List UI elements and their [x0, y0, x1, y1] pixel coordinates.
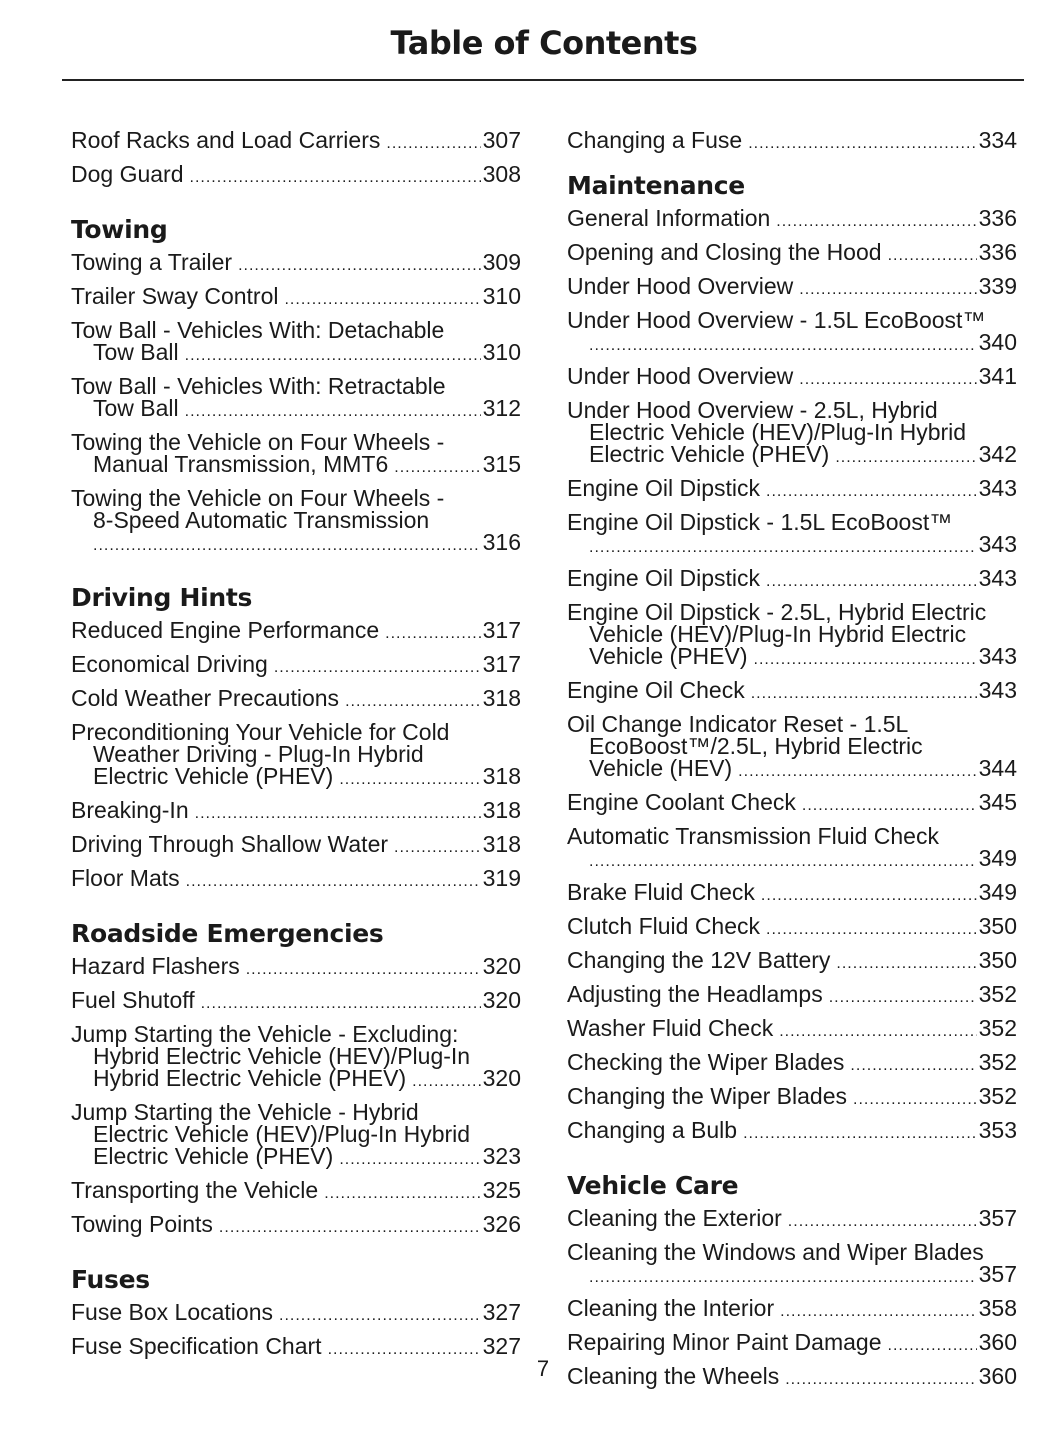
toc-entry-title: General Information	[567, 205, 771, 231]
toc-entry-title: Under Hood Overview	[567, 273, 794, 299]
toc-entry-title: Electric Vehicle (PHEV)	[93, 1143, 334, 1169]
toc-entry-title: Towing the Vehicle on Four Wheels -	[71, 485, 445, 511]
toc-entry-title: Engine Oil Dipstick	[567, 565, 761, 591]
dot-leader	[738, 761, 976, 783]
dot-leader	[776, 211, 976, 233]
toc-entry-title: Adjusting the Headlamps	[567, 981, 823, 1007]
toc-column-left	[71, 125, 521, 1365]
toc-entry-title: 8-Speed Automatic Transmission	[93, 507, 430, 533]
toc-page-number: 350	[978, 947, 1017, 973]
toc-entry-title: Fuel Shutoff	[71, 987, 195, 1013]
dot-leader	[185, 401, 481, 423]
toc-entry-title: Hybrid Electric Vehicle (PHEV)	[93, 1065, 407, 1091]
toc-page-number: 327	[482, 1333, 521, 1359]
toc-page-number: 360	[978, 1363, 1017, 1389]
dot-leader	[850, 1055, 976, 1077]
toc-page-number: 343	[978, 531, 1017, 557]
toc-entry-title: Changing a Fuse	[567, 127, 743, 153]
toc-page-number: 318	[482, 763, 521, 789]
dot-leader	[751, 683, 977, 705]
dot-leader	[279, 1305, 481, 1327]
dot-leader	[274, 657, 481, 679]
toc-page-number: 336	[978, 239, 1017, 265]
toc-page-number: 352	[978, 1015, 1017, 1041]
toc-page-number: 317	[482, 651, 521, 677]
toc-entry[interactable]	[71, 483, 521, 561]
dot-leader	[93, 535, 481, 557]
toc-page-number: 360	[978, 1329, 1017, 1355]
toc-entry[interactable]	[71, 951, 521, 985]
toc-entry[interactable]	[71, 1175, 521, 1209]
dot-leader	[754, 649, 977, 671]
toc-entry[interactable]	[71, 315, 521, 371]
toc-entry[interactable]	[71, 985, 521, 1019]
toc-entry[interactable]	[567, 203, 1017, 237]
dot-leader	[761, 885, 977, 907]
dot-leader	[766, 571, 977, 593]
toc-page-number: 318	[482, 797, 521, 823]
toc-entry-title: Tow Ball - Vehicles With: Retractable	[71, 373, 446, 399]
toc-entry[interactable]	[71, 281, 521, 315]
toc-entry-title: Under Hood Overview	[567, 363, 794, 389]
section-heading-maintenance: Maintenance	[567, 171, 745, 200]
section-heading-roadside-emergencies: Roadside Emergencies	[71, 919, 384, 948]
toc-entry[interactable]	[567, 1115, 1017, 1149]
page-number: 7	[536, 1356, 550, 1381]
dot-leader	[766, 919, 977, 941]
toc-entry-title: Clutch Fluid Check	[567, 913, 761, 939]
toc-page-number: 309	[482, 249, 521, 275]
toc-entry[interactable]	[567, 597, 1017, 675]
toc-entry-title: Cleaning the Exterior	[567, 1205, 782, 1231]
section-heading-fuses: Fuses	[71, 1265, 150, 1294]
toc-page-number: 317	[482, 617, 521, 643]
toc-entry[interactable]	[71, 427, 521, 483]
toc-page-number: 343	[978, 475, 1017, 501]
toc-entry-title: Under Hood Overview - 1.5L EcoBoost™	[567, 307, 986, 333]
dot-leader	[284, 289, 480, 311]
toc-entry[interactable]	[567, 979, 1017, 1013]
toc-page-number: 320	[482, 953, 521, 979]
toc-entry-title: Under Hood Overview - 2.5L, Hybrid	[567, 397, 938, 423]
toc-entry[interactable]	[567, 787, 1017, 821]
dot-leader	[394, 457, 480, 479]
toc-entry-title: Electric Vehicle (HEV)/Plug-In Hybrid	[589, 419, 967, 445]
toc-entry[interactable]	[567, 911, 1017, 945]
dot-leader	[412, 1071, 480, 1093]
dot-leader	[190, 167, 481, 189]
toc-page-number: 343	[978, 565, 1017, 591]
dot-leader	[799, 279, 976, 301]
toc-entry[interactable]	[567, 877, 1017, 911]
toc-entry[interactable]	[71, 717, 521, 795]
toc-entry-title: Opening and Closing the Hood	[567, 239, 882, 265]
toc-entry-title: Engine Oil Check	[567, 677, 745, 703]
page-title: Table of Contents	[390, 24, 698, 62]
toc-entry-title: Jump Starting the Vehicle - Hybrid	[71, 1099, 419, 1125]
toc-page-number: 341	[978, 363, 1017, 389]
toc-entry-title: Floor Mats	[71, 865, 180, 891]
dot-leader	[888, 245, 977, 267]
toc-entry-title: Electric Vehicle (HEV)/Plug-In Hybrid	[93, 1121, 471, 1147]
toc-page-number: 334	[978, 127, 1017, 153]
toc-page-number: 318	[482, 685, 521, 711]
toc-entry-title: Tow Ball	[93, 339, 179, 365]
dot-leader	[829, 987, 977, 1009]
toc-page-number: 320	[482, 1065, 521, 1091]
toc-page-number: 349	[978, 845, 1017, 871]
toc-entry-title: Vehicle (HEV)/Plug-In Hybrid Electric	[589, 621, 967, 647]
dot-leader	[779, 1021, 976, 1043]
toc-entry[interactable]	[567, 1293, 1017, 1327]
toc-entry-title: Engine Oil Dipstick - 1.5L EcoBoost™	[567, 509, 953, 535]
toc-entry-title: EcoBoost™/2.5L, Hybrid Electric	[589, 733, 923, 759]
toc-page-number: 343	[978, 643, 1017, 669]
toc-entry-title: Reduced Engine Performance	[71, 617, 380, 643]
toc-column-right	[567, 125, 1017, 1395]
toc-page-number: 316	[482, 529, 521, 555]
toc-entry-title: Cleaning the Interior	[567, 1295, 775, 1321]
dot-leader	[339, 1149, 480, 1171]
toc-entry-title: Repairing Minor Paint Damage	[567, 1329, 882, 1355]
toc-page-number: 340	[978, 329, 1017, 355]
toc-entry-title: Towing the Vehicle on Four Wheels -	[71, 429, 445, 455]
toc-entry[interactable]	[71, 795, 521, 829]
toc-entry[interactable]	[567, 395, 1017, 473]
dot-leader	[345, 691, 481, 713]
section-heading-vehicle-care: Vehicle Care	[567, 1171, 739, 1200]
toc-entry-title: Engine Coolant Check	[567, 789, 796, 815]
dot-leader	[743, 1123, 977, 1145]
toc-entry-title: Hazard Flashers	[71, 953, 240, 979]
toc-entry-title: Electric Vehicle (PHEV)	[589, 441, 830, 467]
dot-leader	[589, 851, 977, 873]
toc-entry-title: Cleaning the Windows and Wiper Blades	[567, 1239, 984, 1265]
toc-entry[interactable]	[71, 371, 521, 427]
toc-page-number: 327	[482, 1299, 521, 1325]
toc-entry-title: Economical Driving	[71, 651, 268, 677]
toc-entry-title: Vehicle (HEV)	[589, 755, 733, 781]
toc-entry-title: Tow Ball - Vehicles With: Detachable	[71, 317, 445, 343]
toc-entry[interactable]	[567, 1047, 1017, 1081]
toc-entry-title: Weather Driving - Plug-In Hybrid	[93, 741, 424, 767]
toc-page-number: 318	[482, 831, 521, 857]
toc-entry[interactable]	[71, 829, 521, 863]
toc-page-number: 342	[978, 441, 1017, 467]
toc-entry[interactable]	[567, 675, 1017, 709]
toc-entry[interactable]	[567, 945, 1017, 979]
toc-entry-title: Brake Fluid Check	[567, 879, 755, 905]
toc-page-number: 310	[482, 339, 521, 365]
toc-entry-title: Towing Points	[71, 1211, 213, 1237]
toc-page-number: 352	[978, 1083, 1017, 1109]
toc-page-number: 352	[978, 981, 1017, 1007]
toc-entry-title: Towing a Trailer	[71, 249, 233, 275]
toc-page-number: 343	[978, 677, 1017, 703]
toc-entry-title: Changing the 12V Battery	[567, 947, 831, 973]
toc-entry[interactable]	[71, 1297, 521, 1331]
toc-entry-title: Transporting the Vehicle	[71, 1177, 319, 1203]
toc-entry[interactable]	[71, 125, 521, 159]
toc-entry[interactable]	[71, 649, 521, 683]
toc-page-number: 319	[482, 865, 521, 891]
toc-entry-title: Vehicle (PHEV)	[589, 643, 748, 669]
toc-page-number: 339	[978, 273, 1017, 299]
toc-entry[interactable]	[567, 473, 1017, 507]
toc-entry-title: Jump Starting the Vehicle - Excluding:	[71, 1021, 459, 1047]
toc-entry-title: Hybrid Electric Vehicle (HEV)/Plug-In	[93, 1043, 471, 1069]
toc-entry-title: Manual Transmission, MMT6	[93, 451, 389, 477]
dot-leader	[219, 1217, 481, 1239]
toc-entry[interactable]	[567, 1081, 1017, 1115]
dot-leader	[185, 345, 481, 367]
toc-entry-title: Tow Ball	[93, 395, 179, 421]
dot-leader	[324, 1183, 480, 1205]
toc-entry-title: Electric Vehicle (PHEV)	[93, 763, 334, 789]
toc-page-number: 323	[482, 1143, 521, 1169]
toc-entry-title: Washer Fluid Check	[567, 1015, 774, 1041]
toc-page-number: 308	[482, 161, 521, 187]
toc-entry[interactable]	[71, 863, 521, 897]
dot-leader	[385, 623, 480, 645]
toc-page-number: 349	[978, 879, 1017, 905]
toc-page-number: 353	[978, 1117, 1017, 1143]
toc-entry[interactable]	[567, 709, 1017, 787]
toc-entry[interactable]	[567, 361, 1017, 395]
toc-entry-title: Changing the Wiper Blades	[567, 1083, 847, 1109]
toc-entry-title: Automatic Transmission Fluid Check	[567, 823, 939, 849]
toc-entry-title: Dog Guard	[71, 161, 184, 187]
toc-page-number: 326	[482, 1211, 521, 1237]
dot-leader	[589, 335, 977, 357]
toc-entry[interactable]	[71, 1209, 521, 1243]
dot-leader	[853, 1089, 977, 1111]
title-divider	[62, 79, 1024, 81]
toc-entry-title: Roof Racks and Load Carriers	[71, 127, 381, 153]
toc-entry[interactable]	[71, 1019, 521, 1097]
toc-page-number: 307	[482, 127, 521, 153]
toc-page-number: 352	[978, 1049, 1017, 1075]
toc-page-number: 357	[978, 1205, 1017, 1231]
dot-leader	[246, 959, 481, 981]
toc-entry-title: Breaking-In	[71, 797, 189, 823]
dot-leader	[394, 837, 481, 859]
section-heading-driving-hints: Driving Hints	[71, 583, 253, 612]
toc-entry-title: Driving Through Shallow Water	[71, 831, 389, 857]
toc-entry[interactable]	[71, 159, 521, 193]
dot-leader	[589, 537, 977, 559]
dot-leader	[766, 481, 977, 503]
toc-entry[interactable]	[567, 563, 1017, 597]
toc-page-number: 315	[482, 451, 521, 477]
dot-leader	[802, 795, 977, 817]
toc-entry[interactable]	[71, 683, 521, 717]
toc-entry-title: Preconditioning Your Vehicle for Cold	[71, 719, 450, 745]
dot-leader	[888, 1335, 977, 1357]
toc-entry[interactable]	[567, 125, 1017, 159]
toc-entry[interactable]	[567, 271, 1017, 305]
toc-entry-title: Oil Change Indicator Reset - 1.5L	[567, 711, 909, 737]
toc-entry[interactable]	[567, 507, 1017, 563]
toc-entry-title: Engine Oil Dipstick - 2.5L, Hybrid Electric	[567, 599, 987, 625]
toc-page-number: 357	[978, 1261, 1017, 1287]
toc-entry-title: Trailer Sway Control	[71, 283, 279, 309]
toc-page-number: 310	[482, 283, 521, 309]
toc-page-number: 344	[978, 755, 1017, 781]
dot-leader	[788, 1211, 977, 1233]
toc-entry[interactable]	[71, 247, 521, 281]
toc-entry[interactable]	[567, 821, 1017, 877]
toc-entry-title: Cold Weather Precautions	[71, 685, 340, 711]
toc-entry[interactable]	[567, 1013, 1017, 1047]
toc-entry[interactable]	[567, 1203, 1017, 1237]
dot-leader	[799, 369, 976, 391]
dot-leader	[201, 993, 481, 1015]
toc-entry[interactable]	[567, 237, 1017, 271]
toc-entry[interactable]	[567, 305, 1017, 361]
dot-leader	[780, 1301, 977, 1323]
dot-leader	[238, 255, 481, 277]
toc-page-number: 358	[978, 1295, 1017, 1321]
toc-page-number: 320	[482, 987, 521, 1013]
dot-leader	[836, 953, 976, 975]
section-heading-towing: Towing	[71, 215, 168, 244]
toc-entry-title: Checking the Wiper Blades	[567, 1049, 845, 1075]
toc-entry-title: Fuse Specification Chart	[71, 1333, 322, 1359]
toc-entry-title: Changing a Bulb	[567, 1117, 738, 1143]
toc-entry[interactable]	[71, 615, 521, 649]
toc-entry-title: Engine Oil Dipstick	[567, 475, 761, 501]
dot-leader	[339, 769, 480, 791]
dot-leader	[195, 803, 481, 825]
dot-leader	[386, 133, 480, 155]
toc-page-number: 325	[482, 1177, 521, 1203]
dot-leader	[186, 871, 481, 893]
toc-entry-title: Cleaning the Wheels	[567, 1363, 780, 1389]
toc-page-number: 312	[482, 395, 521, 421]
toc-page-number: 350	[978, 913, 1017, 939]
dot-leader	[748, 133, 976, 155]
toc-page-number: 336	[978, 205, 1017, 231]
dot-leader	[835, 447, 976, 469]
toc-entry-title: Fuse Box Locations	[71, 1299, 274, 1325]
toc-page-number: 345	[978, 789, 1017, 815]
dot-leader	[589, 1267, 977, 1289]
toc-entry[interactable]	[567, 1237, 1017, 1293]
toc-entry[interactable]	[71, 1097, 521, 1175]
